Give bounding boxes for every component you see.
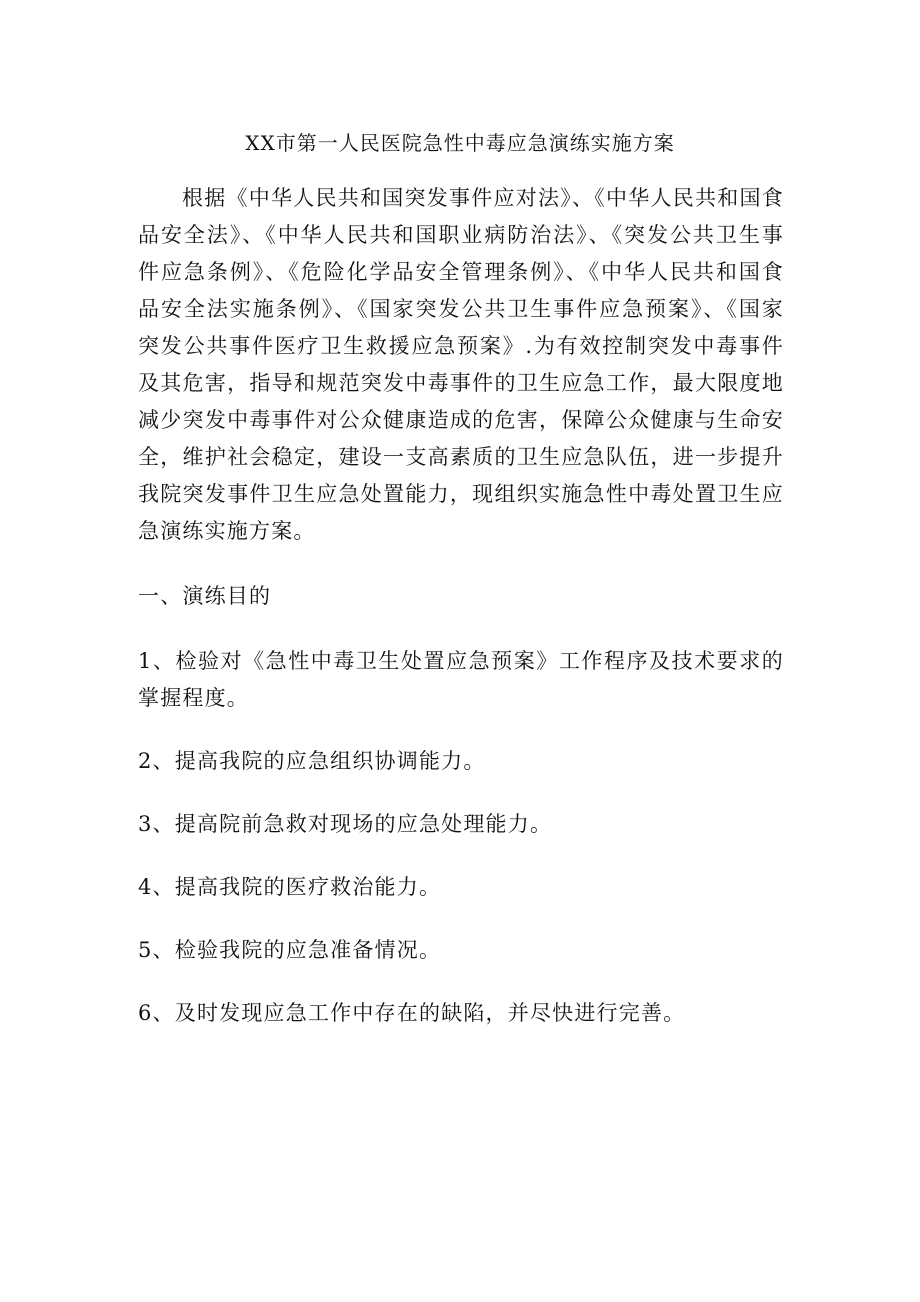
list-item: 4、提高我院的医疗救治能力。 (138, 875, 442, 899)
list-item: 1、检验对《急性中毒卫生处置应急预案》工作程序及技术要求的掌握程度。 (138, 649, 784, 710)
list-item: 3、提高院前急救对现场的应急处理能力。 (138, 812, 553, 836)
document-title: XX市第一人民医院急性中毒应急演练实施方案 (245, 131, 675, 155)
document-body (138, 180, 784, 1032)
intro-paragraph: 根据《中华人民共和国突发事件应对法》、《中华人民共和国食品安全法》、《中华人民共和国职业病防治法》、《突发公共卫生事件应急条例》、《危险化学品安全管理条例》、《中华人民共和国食品安全法实施条例》、《国家突发公共卫生事件应急预案》、《国家突发公共事件医疗卫生救援应急预案》.为有效控制突发中毒事件及其危害，指导和规范突发中毒事件的卫生应急工作，最大限度地减少突发中毒事件对公众健康造成的危害，保障公众健康与生命安全，维护社会稳定，建设一支高素质的卫生应急队伍，进一步提升我院突发事件卫生应急处置能力，现组织实施急性中毒处置卫生应急演练实施方案。 (138, 186, 784, 543)
list-item: 6、及时发现应急工作中存在的缺陷，并尽快进行完善。 (138, 1001, 686, 1025)
section-heading: 一、演练目的 (138, 584, 272, 608)
list-item: 5、检验我院的应急准备情况。 (138, 938, 442, 962)
list-item: 2、提高我院的应急组织协调能力。 (138, 749, 486, 773)
